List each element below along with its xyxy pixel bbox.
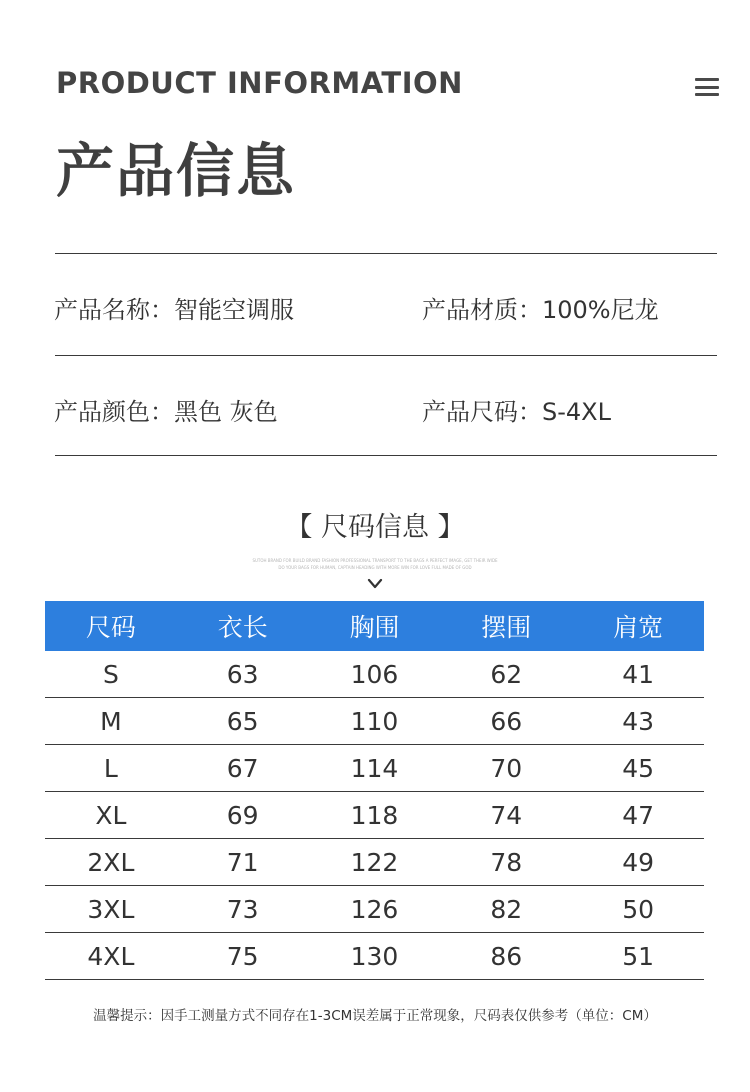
divider <box>55 253 717 254</box>
product-size-label: 产品尺码： <box>422 398 542 426</box>
table-cell: 78 <box>440 839 572 886</box>
table-row <box>45 933 704 980</box>
header-size: 尺码 <box>45 601 177 651</box>
header-chest: 胸围 <box>309 601 441 651</box>
table-cell: 41 <box>572 651 704 698</box>
title-chinese: 产品信息 <box>56 137 297 205</box>
table-cell: 106 <box>309 651 441 698</box>
header-hem: 摆围 <box>440 601 572 651</box>
divider <box>55 355 717 356</box>
table-cell: M <box>45 698 177 745</box>
product-name-label: 产品名称： <box>54 296 174 324</box>
table-cell: 86 <box>440 933 572 980</box>
divider <box>55 455 717 456</box>
table-cell: XL <box>45 792 177 839</box>
product-name-row <box>54 290 294 325</box>
table-cell: 67 <box>177 745 309 792</box>
chevron-down-icon <box>0 575 750 594</box>
decorative-caption-line-2: DO YOUR BAGS FOR HUMAN, CAPTAIN HEADING WITH MORE WIN FOR LOVE FULL MADE OF GOD <box>278 565 472 570</box>
table-cell: 49 <box>572 839 704 886</box>
table-cell: 63 <box>177 651 309 698</box>
table-cell: 82 <box>440 886 572 933</box>
size-chart-table <box>45 601 704 980</box>
table-cell: S <box>45 651 177 698</box>
table-header-row <box>45 601 704 651</box>
table-cell: 114 <box>309 745 441 792</box>
product-material-label: 产品材质： <box>422 296 542 324</box>
table-row <box>45 745 704 792</box>
table-cell: 70 <box>440 745 572 792</box>
table-cell: 73 <box>177 886 309 933</box>
table-cell: 51 <box>572 933 704 980</box>
table-row <box>45 698 704 745</box>
table-cell: 50 <box>572 886 704 933</box>
table-cell: 66 <box>440 698 572 745</box>
size-info-heading: 【 尺码信息 】 <box>285 512 465 543</box>
measurement-note: 温馨提示：因手工测量方式不同存在1-3CM误差属于正常现象，尺码表仅供参考（单位：CM） <box>93 1008 657 1024</box>
table-cell: 2XL <box>45 839 177 886</box>
table-cell: 65 <box>177 698 309 745</box>
table-cell: 62 <box>440 651 572 698</box>
product-material-row <box>422 290 659 325</box>
table-row <box>45 886 704 933</box>
table-row <box>45 651 704 698</box>
product-material-value: 100%尼龙 <box>542 296 659 324</box>
table-cell: 130 <box>309 933 441 980</box>
table-cell: 47 <box>572 792 704 839</box>
table-cell: 43 <box>572 698 704 745</box>
table-cell: 126 <box>309 886 441 933</box>
table-cell: 69 <box>177 792 309 839</box>
product-name-value: 智能空调服 <box>174 296 294 324</box>
table-cell: 118 <box>309 792 441 839</box>
table-cell: L <box>45 745 177 792</box>
table-row <box>45 792 704 839</box>
table-cell: 110 <box>309 698 441 745</box>
table-cell: 122 <box>309 839 441 886</box>
product-size-value: S-4XL <box>542 398 611 426</box>
product-color-value: 黑色 灰色 <box>174 398 278 426</box>
table-row <box>45 839 704 886</box>
header-shoulder: 肩宽 <box>572 601 704 651</box>
hamburger-menu-icon[interactable] <box>695 78 719 96</box>
decorative-caption-line-1: SUTOH BRAND FOR BUILD BRAND FASHION PROFESSIONAL TRANSPORT TO THE BAGS A PERFECT IMAGE, GET THEIR WIDE <box>252 558 498 563</box>
table-cell: 75 <box>177 933 309 980</box>
product-size-row <box>422 392 611 427</box>
table-cell: 71 <box>177 839 309 886</box>
product-color-label: 产品颜色： <box>54 398 174 426</box>
header-length: 衣长 <box>177 601 309 651</box>
product-color-row <box>54 392 278 427</box>
table-cell: 4XL <box>45 933 177 980</box>
title-english: PRODUCT INFORMATION <box>56 66 463 100</box>
table-cell: 3XL <box>45 886 177 933</box>
table-cell: 74 <box>440 792 572 839</box>
table-cell: 45 <box>572 745 704 792</box>
